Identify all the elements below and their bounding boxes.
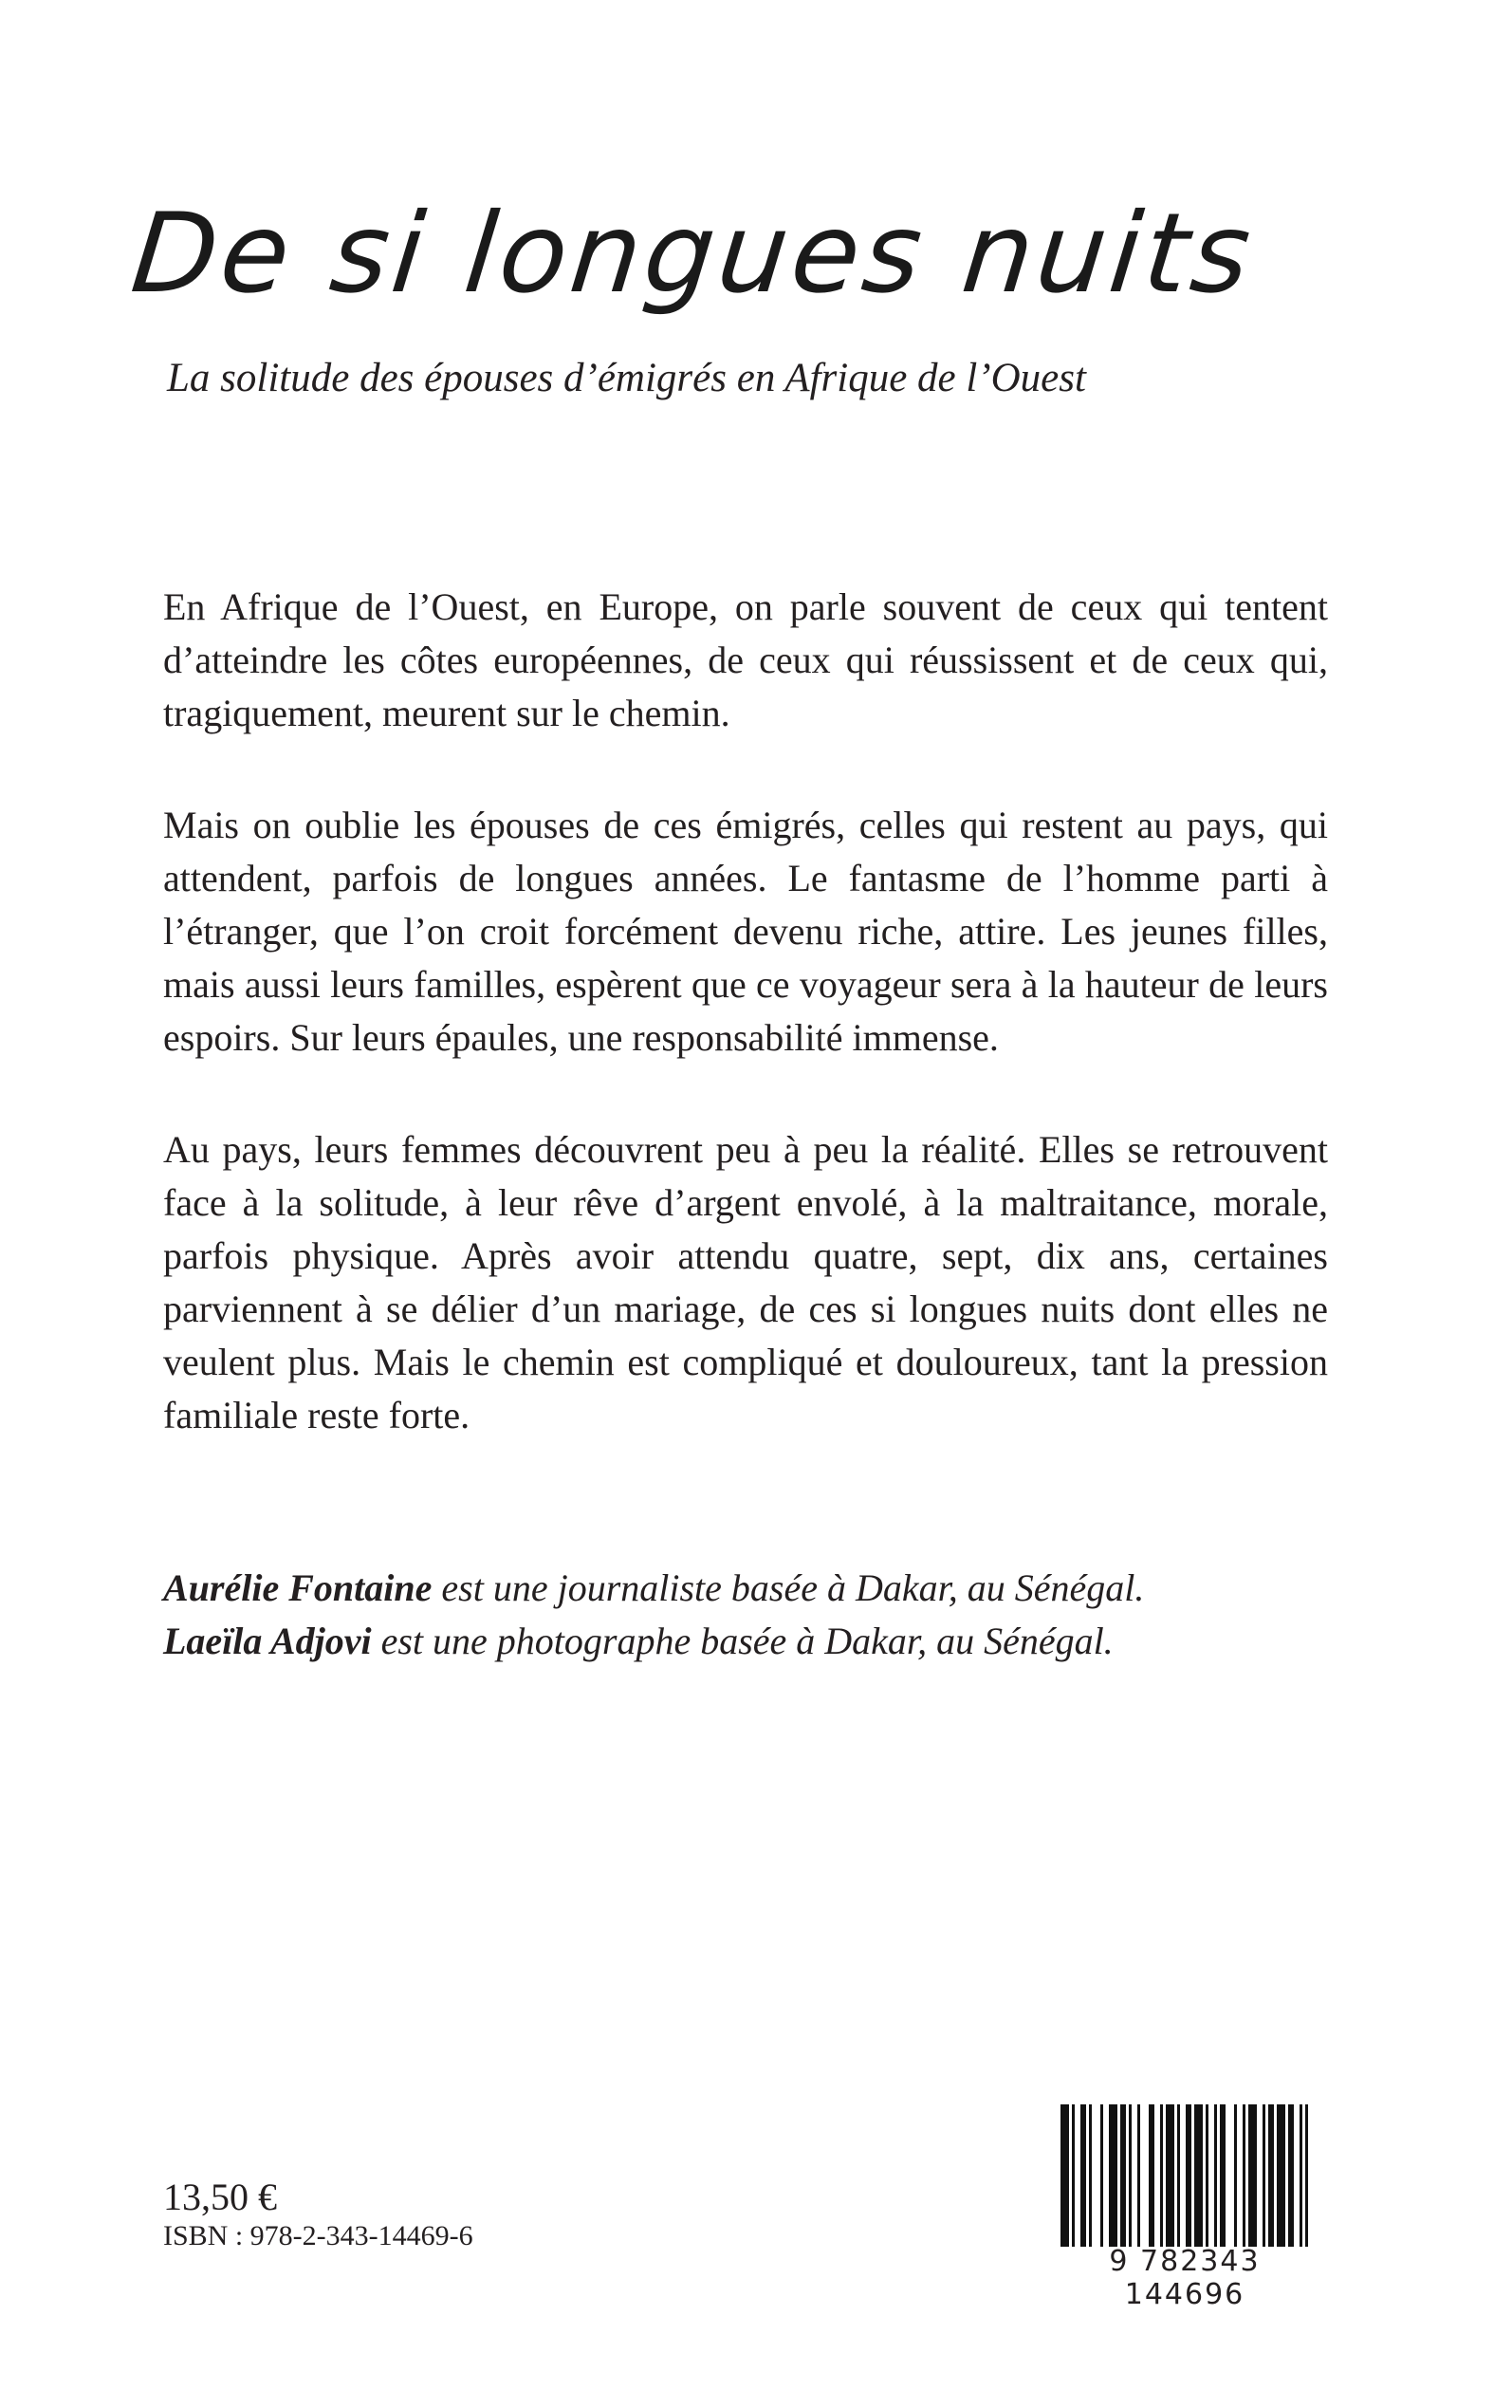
barcode-bar (1305, 2104, 1308, 2247)
barcode-bar (1089, 2104, 1092, 2247)
price: 13,50 € (163, 2176, 277, 2218)
barcode-bar (1268, 2104, 1274, 2247)
barcode-bar (1243, 2104, 1245, 2247)
blurb-paragraph-1: En Afrique de l’Ouest, en Europe, on parle souvent de ceux qui tentent d’atteindre les côtes européennes, de ceux qui réussissent et de ceux qui, tragiquement, meurent sur le chemin. (163, 585, 1328, 734)
blurb (163, 581, 1328, 1501)
barcode-bar (1120, 2104, 1126, 2247)
barcode-bar (1220, 2104, 1226, 2247)
author-name-2: Laeïla Adjovi (163, 1620, 372, 1662)
barcode-bar (1129, 2104, 1132, 2247)
barcode-bar (1186, 2104, 1191, 2247)
barcode-bars (1047, 2097, 1322, 2249)
barcode-bar (1160, 2104, 1163, 2247)
book-subtitle: La solitude des épouses d’émigrés en Afrique de l’Ouest (167, 356, 1086, 400)
barcode-bar (1072, 2104, 1075, 2247)
author-bio-1 (163, 1562, 1358, 1615)
barcode-bar (1100, 2104, 1103, 2247)
barcode-bar (1137, 2104, 1140, 2247)
blurb-paragraph-3: Au pays, leurs femmes découvrent peu à peu la réalité. Elles se retrouvent face à la solitude, à leur rêve d’argent envolé, à la maltraitance, morale, parfois physique. Après avoir attendu quatre, sept, dix ans, certaines parviennent à se délier d’un mariage, de ces si longues nuits dont elles ne veulent plus. Mais le chemin est compliqué et douloureux, tant la pression familiale reste forte. (163, 1128, 1328, 1436)
isbn: ISBN : 978-2-343-14469-6 (163, 2220, 473, 2251)
barcode-bar (1206, 2104, 1208, 2247)
barcode-bar (1263, 2104, 1265, 2247)
book-title: De si longues nuits (125, 190, 1260, 318)
barcode (1047, 2097, 1322, 2311)
barcode-digits: 9 782343 144696 (1109, 2245, 1261, 2311)
barcode-bar (1060, 2104, 1069, 2247)
barcode-bar (1214, 2104, 1217, 2247)
barcode-bar (1177, 2104, 1180, 2247)
author-bios (163, 1562, 1358, 1668)
author-description-1: est une journaliste basée à Dakar, au Sénégal. (432, 1566, 1145, 1609)
blurb-paragraph-2: Mais on oublie les épouses de ces émigrés, celles qui restent au pays, qui attendent, parfois de longues années. Le fantasme de l’homme parti à l’étranger, que l’on croit forcément devenu riche, attire. Les jeunes filles, mais aussi leurs familles, espèrent que ce voyageur sera à la hauteur de leurs espoirs. Sur leurs épaules, une responsabilité immense. (163, 804, 1328, 1059)
barcode-bar (1300, 2104, 1302, 2247)
barcode-bar (1149, 2104, 1154, 2247)
barcode-bar (1288, 2104, 1294, 2247)
barcode-bar (1248, 2104, 1257, 2247)
author-name-1: Aurélie Fontaine (163, 1566, 433, 1609)
author-description-2: est une photographe basée à Dakar, au Sénégal. (371, 1620, 1114, 1662)
barcode-bar (1109, 2104, 1117, 2247)
barcode-bar (1234, 2104, 1237, 2247)
barcode-bar (1166, 2104, 1174, 2247)
barcode-bar (1194, 2104, 1203, 2247)
barcode-bar (1080, 2104, 1086, 2247)
barcode-bar (1277, 2104, 1285, 2247)
author-bio-2 (163, 1615, 1358, 1668)
